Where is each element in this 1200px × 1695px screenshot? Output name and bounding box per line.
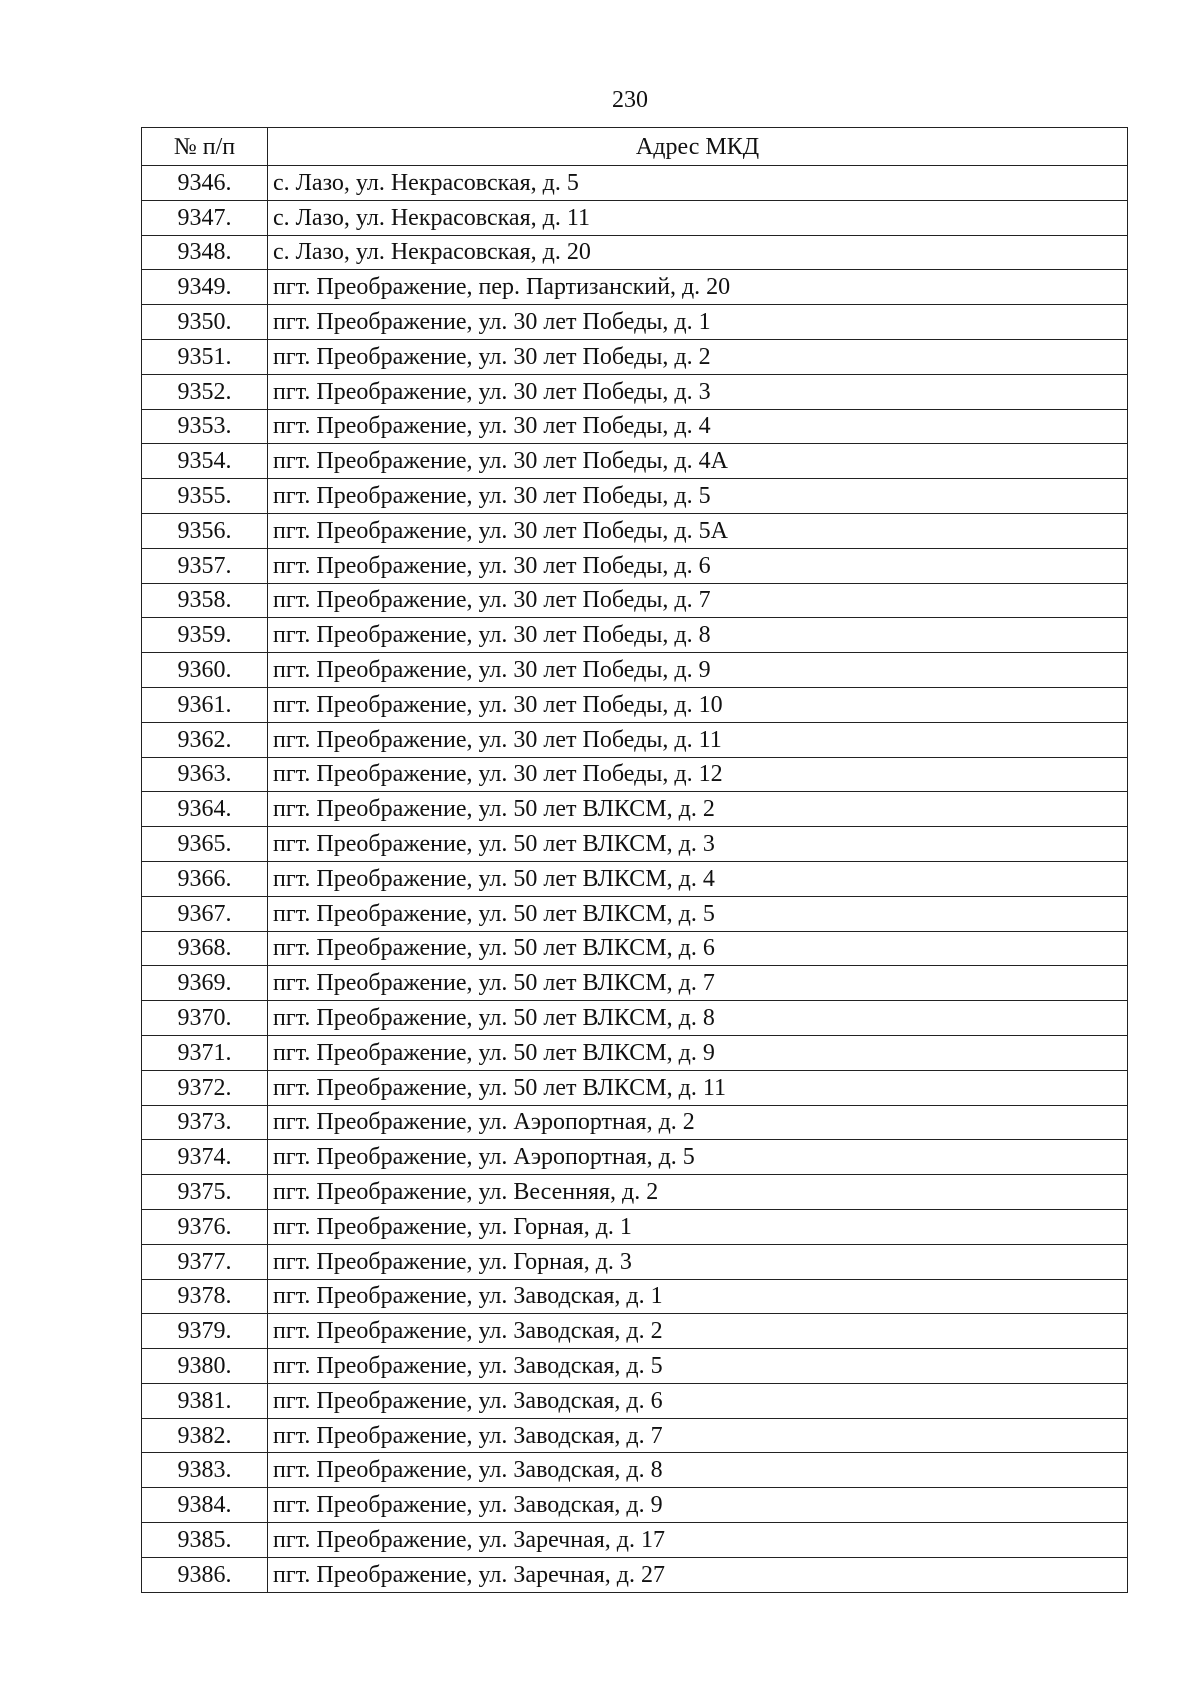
table-row	[142, 757, 1128, 792]
row-number: 9383.	[142, 1453, 268, 1488]
table-row	[142, 861, 1128, 896]
row-number: 9376.	[142, 1209, 268, 1244]
row-address: пгт. Преображение, ул. 30 лет Победы, д. 1	[268, 305, 1128, 340]
row-number: 9369.	[142, 966, 268, 1001]
table-row	[142, 583, 1128, 618]
table-row	[142, 931, 1128, 966]
address-table	[141, 127, 1128, 1593]
row-number: 9362.	[142, 722, 268, 757]
table-row	[142, 409, 1128, 444]
row-address: пгт. Преображение, ул. Заводская, д. 9	[268, 1488, 1128, 1523]
row-address: пгт. Преображение, ул. 30 лет Победы, д. 5А	[268, 513, 1128, 548]
row-address: пгт. Преображение, ул. 50 лет ВЛКСМ, д. 9	[268, 1035, 1128, 1070]
row-address: с. Лазо, ул. Некрасовская, д. 20	[268, 235, 1128, 270]
row-number: 9346.	[142, 166, 268, 201]
row-address: пгт. Преображение, ул. Горная, д. 1	[268, 1209, 1128, 1244]
row-address: пгт. Преображение, ул. 30 лет Победы, д. 5	[268, 479, 1128, 514]
table-row	[142, 166, 1128, 201]
table-row	[142, 722, 1128, 757]
row-number: 9371.	[142, 1035, 268, 1070]
table-row	[142, 896, 1128, 931]
row-address: пгт. Преображение, ул. 30 лет Победы, д. 10	[268, 687, 1128, 722]
row-number: 9367.	[142, 896, 268, 931]
table-row	[142, 1383, 1128, 1418]
table-row	[142, 687, 1128, 722]
row-number: 9370.	[142, 1001, 268, 1036]
row-number: 9348.	[142, 235, 268, 270]
header-number: № п/п	[142, 128, 268, 166]
row-number: 9364.	[142, 792, 268, 827]
row-number: 9372.	[142, 1070, 268, 1105]
table-row	[142, 1035, 1128, 1070]
row-address: пгт. Преображение, ул. 30 лет Победы, д. 12	[268, 757, 1128, 792]
table-row	[142, 444, 1128, 479]
row-number: 9351.	[142, 339, 268, 374]
row-address: пгт. Преображение, ул. 30 лет Победы, д. 8	[268, 618, 1128, 653]
row-address: пгт. Преображение, ул. 50 лет ВЛКСМ, д. 6	[268, 931, 1128, 966]
row-number: 9356.	[142, 513, 268, 548]
row-address: пгт. Преображение, ул. 30 лет Победы, д. 2	[268, 339, 1128, 374]
row-address: пгт. Преображение, ул. Заводская, д. 1	[268, 1279, 1128, 1314]
row-address: пгт. Преображение, ул. 30 лет Победы, д. 4	[268, 409, 1128, 444]
table-row	[142, 827, 1128, 862]
table-row	[142, 479, 1128, 514]
table-row	[142, 1140, 1128, 1175]
row-number: 9361.	[142, 687, 268, 722]
table-row	[142, 1279, 1128, 1314]
row-address: пгт. Преображение, ул. Горная, д. 3	[268, 1244, 1128, 1279]
row-number: 9349.	[142, 270, 268, 305]
page-number: 230	[612, 87, 648, 113]
header-address: Адрес МКД	[268, 128, 1128, 166]
row-address: пгт. Преображение, ул. 50 лет ВЛКСМ, д. 11	[268, 1070, 1128, 1105]
row-number: 9378.	[142, 1279, 268, 1314]
row-number: 9374.	[142, 1140, 268, 1175]
row-address: пгт. Преображение, ул. Весенняя, д. 2	[268, 1175, 1128, 1210]
row-number: 9384.	[142, 1488, 268, 1523]
table-row	[142, 653, 1128, 688]
row-number: 9368.	[142, 931, 268, 966]
row-address: пгт. Преображение, ул. 50 лет ВЛКСМ, д. 5	[268, 896, 1128, 931]
row-address: пгт. Преображение, ул. Заводская, д. 5	[268, 1349, 1128, 1384]
row-address: пгт. Преображение, ул. 50 лет ВЛКСМ, д. 8	[268, 1001, 1128, 1036]
row-address: пгт. Преображение, ул. 50 лет ВЛКСМ, д. 4	[268, 861, 1128, 896]
table-row	[142, 1523, 1128, 1558]
table-row	[142, 270, 1128, 305]
row-number: 9347.	[142, 200, 268, 235]
row-number: 9385.	[142, 1523, 268, 1558]
row-address: пгт. Преображение, ул. 30 лет Победы, д. 3	[268, 374, 1128, 409]
table-row	[142, 200, 1128, 235]
table-row	[142, 1001, 1128, 1036]
row-address: пгт. Преображение, ул. Заречная, д. 17	[268, 1523, 1128, 1558]
table-row	[142, 1070, 1128, 1105]
row-address: пгт. Преображение, ул. Аэропортная, д. 2	[268, 1105, 1128, 1140]
row-address: пгт. Преображение, ул. 30 лет Победы, д. 4А	[268, 444, 1128, 479]
table-row	[142, 305, 1128, 340]
row-number: 9354.	[142, 444, 268, 479]
row-address: пгт. Преображение, ул. 50 лет ВЛКСМ, д. 7	[268, 966, 1128, 1001]
table-row	[142, 548, 1128, 583]
row-number: 9360.	[142, 653, 268, 688]
table-header-row	[142, 128, 1128, 166]
row-number: 9353.	[142, 409, 268, 444]
table-row	[142, 235, 1128, 270]
row-address: пгт. Преображение, ул. 30 лет Победы, д. 7	[268, 583, 1128, 618]
row-number: 9352.	[142, 374, 268, 409]
table-row	[142, 1105, 1128, 1140]
row-number: 9355.	[142, 479, 268, 514]
row-number: 9350.	[142, 305, 268, 340]
row-number: 9386.	[142, 1557, 268, 1592]
row-number: 9373.	[142, 1105, 268, 1140]
row-number: 9365.	[142, 827, 268, 862]
row-address: пгт. Преображение, ул. 30 лет Победы, д. 11	[268, 722, 1128, 757]
table-row	[142, 1244, 1128, 1279]
row-number: 9375.	[142, 1175, 268, 1210]
table-row	[142, 1349, 1128, 1384]
row-number: 9381.	[142, 1383, 268, 1418]
table-row	[142, 339, 1128, 374]
table-row	[142, 1453, 1128, 1488]
row-number: 9382.	[142, 1418, 268, 1453]
table-row	[142, 966, 1128, 1001]
row-address: пгт. Преображение, ул. Заводская, д. 8	[268, 1453, 1128, 1488]
row-address: с. Лазо, ул. Некрасовская, д. 11	[268, 200, 1128, 235]
table-row	[142, 374, 1128, 409]
row-address: с. Лазо, ул. Некрасовская, д. 5	[268, 166, 1128, 201]
table-row	[142, 1418, 1128, 1453]
row-address: пгт. Преображение, ул. Заводская, д. 7	[268, 1418, 1128, 1453]
table-row	[142, 1209, 1128, 1244]
row-address: пгт. Преображение, ул. Заречная, д. 27	[268, 1557, 1128, 1592]
row-number: 9379.	[142, 1314, 268, 1349]
row-number: 9358.	[142, 583, 268, 618]
row-address: пгт. Преображение, ул. 50 лет ВЛКСМ, д. 2	[268, 792, 1128, 827]
row-number: 9377.	[142, 1244, 268, 1279]
row-number: 9366.	[142, 861, 268, 896]
row-address: пгт. Преображение, ул. Аэропортная, д. 5	[268, 1140, 1128, 1175]
row-number: 9359.	[142, 618, 268, 653]
row-number: 9380.	[142, 1349, 268, 1384]
table-row	[142, 1557, 1128, 1592]
row-address: пгт. Преображение, ул. Заводская, д. 6	[268, 1383, 1128, 1418]
table-row	[142, 1175, 1128, 1210]
table-row	[142, 1314, 1128, 1349]
table-row	[142, 792, 1128, 827]
row-number: 9363.	[142, 757, 268, 792]
row-address: пгт. Преображение, ул. 50 лет ВЛКСМ, д. 3	[268, 827, 1128, 862]
table-row	[142, 618, 1128, 653]
table-row	[142, 513, 1128, 548]
row-number: 9357.	[142, 548, 268, 583]
table-row	[142, 1488, 1128, 1523]
row-address: пгт. Преображение, пер. Партизанский, д. 20	[268, 270, 1128, 305]
row-address: пгт. Преображение, ул. 30 лет Победы, д. 6	[268, 548, 1128, 583]
row-address: пгт. Преображение, ул. 30 лет Победы, д. 9	[268, 653, 1128, 688]
row-address: пгт. Преображение, ул. Заводская, д. 2	[268, 1314, 1128, 1349]
